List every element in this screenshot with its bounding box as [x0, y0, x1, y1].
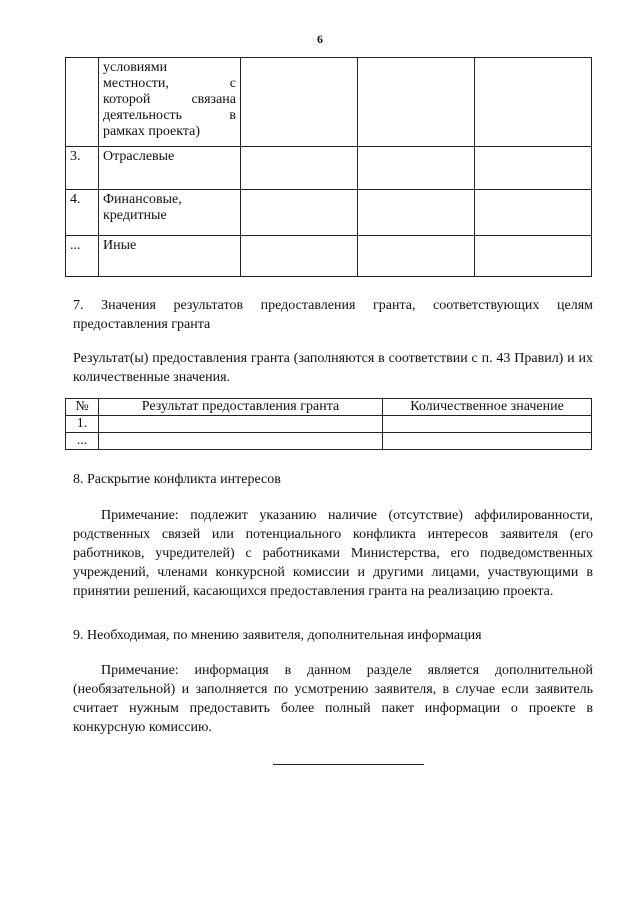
table-row: [66, 416, 592, 433]
table-cell[interactable]: [358, 147, 475, 190]
row-number: 1.: [66, 416, 99, 433]
row-number: 4.: [66, 190, 99, 236]
row-number: [66, 58, 99, 147]
row-number: 3.: [66, 147, 99, 190]
table-cell[interactable]: [241, 190, 358, 236]
table-row: [66, 58, 592, 147]
row-number: ...: [66, 433, 99, 450]
section-9-note: Примечание: информация в данном разделе является дополнительной (необязательной) и заполняется по усмотрению заявителя, в случае если заявитель считает нужным предоставить более полный пакет информации о проекте в конкурсную комиссию.: [73, 663, 593, 735]
results-table: [65, 398, 592, 450]
category-word: связана: [191, 92, 236, 107]
column-header: Результат предоставления гранта: [99, 399, 383, 416]
column-header: Количественное значение: [383, 399, 592, 416]
table-cell[interactable]: [241, 147, 358, 190]
category-line: условиями: [103, 60, 168, 75]
table-cell[interactable]: [383, 433, 592, 450]
table-cell[interactable]: [99, 433, 383, 450]
category-line: [103, 108, 236, 124]
category-word: которой: [103, 92, 151, 107]
section-7-heading: 7. Значения результатов предоставления гранта, соответствующих целям предоставления гранта: [73, 298, 593, 332]
risk-table: [65, 57, 592, 277]
category-line: Финансовые,: [103, 192, 182, 207]
table-header-row: [66, 399, 592, 416]
table-cell[interactable]: [241, 58, 358, 147]
table-cell[interactable]: [475, 190, 592, 236]
page-number: 6: [317, 32, 323, 46]
row-number: ...: [66, 236, 99, 277]
table-row: [66, 236, 592, 277]
category-word: местности,: [103, 76, 169, 91]
category-line: рамках проекта): [103, 124, 201, 139]
table-cell[interactable]: [99, 416, 383, 433]
section-8-note: Примечание: подлежит указанию наличие (отсутствие) аффилированности, родственных связей или потенциального конфликта интересов заявителя (его работников, учредителей) с работниками Министерства, его подведомственных учреждений, членами конкурсной комиссии и другими лицами, участвующими в принятии решений, касающихся предоставления гранта на реализацию проекта.: [73, 508, 593, 599]
table-cell[interactable]: [358, 58, 475, 147]
section-9-heading: 9. Необходимая, по мнению заявителя, дополнительная информация: [73, 628, 482, 643]
signature-line: [273, 764, 424, 765]
risk-category: [99, 58, 241, 147]
table-cell[interactable]: [358, 190, 475, 236]
risk-category: [99, 190, 241, 236]
risk-category: Иные: [99, 236, 241, 277]
table-cell[interactable]: [358, 236, 475, 277]
category-line: [103, 76, 236, 92]
table-row: [66, 190, 592, 236]
category-line: кредитные: [103, 208, 167, 223]
category-line: [103, 92, 236, 108]
category-word: с: [229, 76, 236, 91]
table-cell[interactable]: [475, 58, 592, 147]
column-header: №: [66, 399, 99, 416]
category-word: в: [229, 108, 236, 123]
table-cell[interactable]: [383, 416, 592, 433]
results-intro: Результат(ы) предоставления гранта (заполняются в соответствии с п. 43 Правил) и их количественные значения.: [73, 351, 593, 385]
category-word: деятельность: [103, 108, 183, 123]
table-cell[interactable]: [241, 236, 358, 277]
table-row: [66, 147, 592, 190]
table-cell[interactable]: [475, 236, 592, 277]
table-row: [66, 433, 592, 450]
risk-category: Отраслевые: [99, 147, 241, 190]
table-cell[interactable]: [475, 147, 592, 190]
section-8-heading: 8. Раскрытие конфликта интересов: [73, 472, 281, 487]
